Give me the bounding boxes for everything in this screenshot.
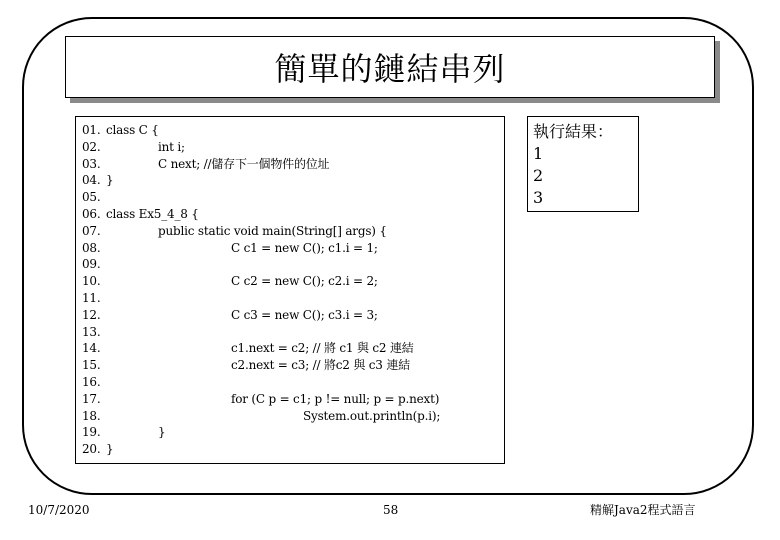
code-line-number: 09. [82,257,101,272]
code-line-text: public static void main(String[] args) { [158,223,387,238]
code-line-number: 16. [82,375,101,389]
code-line [82,140,497,154]
code-line [82,274,497,288]
code-line-text: int i; [158,139,185,154]
code-line [82,173,497,187]
code-line [82,123,497,137]
code-line [82,425,497,439]
code-line-number: 17. [82,391,101,406]
footer-page-number: 58 [383,503,399,517]
result-line: 3 [533,188,544,207]
code-line [82,409,497,423]
code-line-number: 14. [82,341,101,356]
code-line [82,157,497,171]
code-line [82,341,497,355]
code-line [82,308,497,322]
slide-title: 簡單的鏈結串列 [274,50,506,88]
code-line-text: c2.next = c3; // 將c2 與 c3 連結 [231,358,410,373]
code-line-number: 12. [82,307,101,322]
code-line-text: class C { [106,123,159,137]
result-title: 執行結果： [533,122,614,141]
code-line [82,442,497,456]
result-box [527,116,639,212]
code-line-text: C c1 = new C(); c1.i = 1; [231,240,378,255]
code-line [82,257,497,271]
code-line-text: c1.next = c2; // 將 c1 與 c2 連結 [231,341,414,356]
code-line-text: } [106,173,114,188]
code-line-number: 01. [82,123,101,137]
code-line-number: 11. [82,291,101,305]
code-line-text: C c2 = new C(); c2.i = 2; [231,274,378,289]
footer-date: 10/7/2020 [28,503,90,517]
slide-title-box [65,36,715,98]
code-line-text: } [158,425,166,440]
code-line-number: 04. [82,173,101,188]
code-line-text: for (C p = c1; p != null; p = p.next) [231,391,440,406]
code-line [82,241,497,255]
code-line-number: 10. [82,274,101,289]
code-line-number: 18. [82,408,101,423]
code-listing [75,116,505,464]
code-line-number: 07. [82,223,101,238]
code-line-text: System.out.println(p.i); [303,408,441,423]
code-line-text: class Ex5_4_8 { [106,207,199,221]
code-line-text: C next; //儲存下一個物件的位址 [158,156,330,171]
code-line [82,190,497,204]
result-line: 1 [533,144,544,163]
code-line-number: 05. [82,190,101,205]
code-line [82,325,497,339]
code-line-number: 02. [82,139,101,154]
code-line [82,375,497,389]
code-line-number: 13. [82,324,101,339]
code-line [82,207,497,221]
footer-book-title: 精解Java2程式語言 [590,503,696,517]
code-line-number: 08. [82,240,101,255]
code-line-number: 03. [82,156,101,171]
code-line [82,358,497,372]
code-line-text: C c3 = new C(); c3.i = 3; [231,307,378,322]
code-line-number: 15. [82,358,101,373]
result-line: 2 [533,166,544,185]
code-line-number: 19. [82,425,101,440]
code-line [82,224,497,238]
code-line [82,392,497,406]
code-line-number: 20. [82,442,101,457]
code-line [82,291,497,305]
code-line-text: } [106,442,114,457]
code-line-number: 06. [82,207,101,221]
